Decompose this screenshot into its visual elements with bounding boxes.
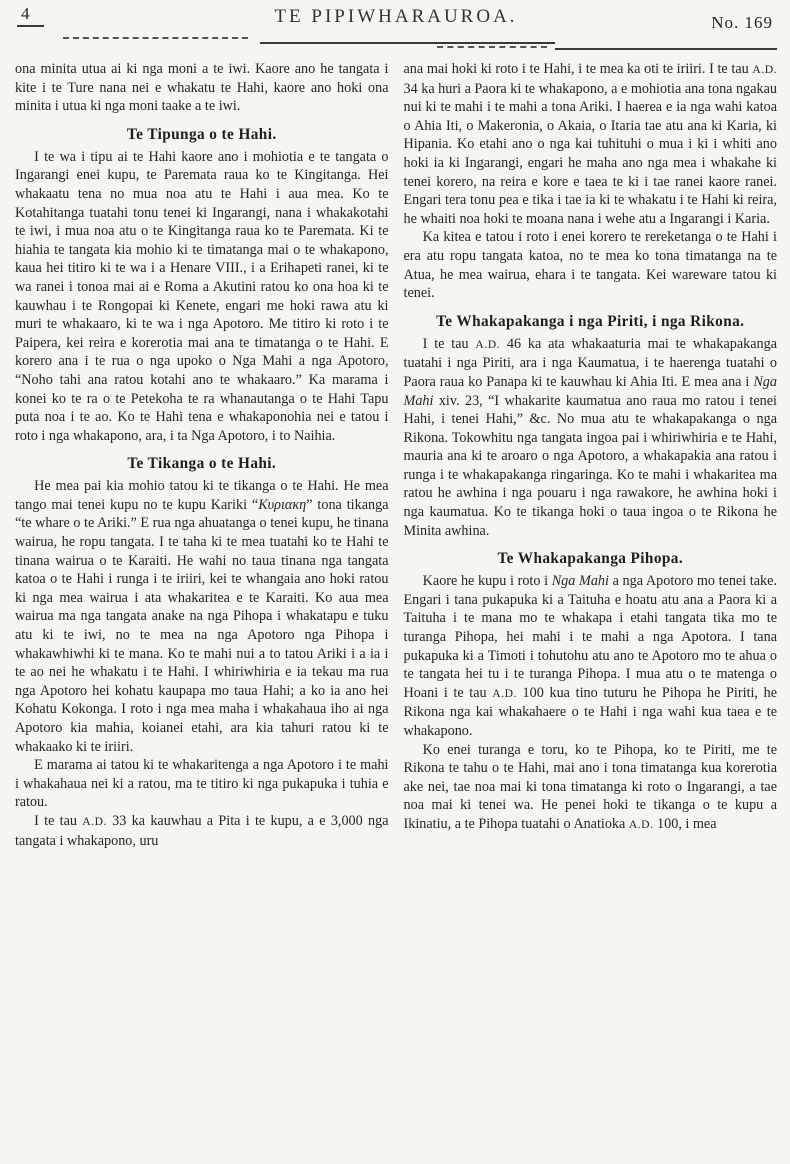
- body-text: I te tau: [34, 812, 83, 829]
- issue-number: No. 169: [711, 13, 773, 32]
- smallcaps-text: A.D.: [475, 337, 501, 351]
- paragraph: [15, 756, 389, 812]
- body-text: ana mai hoki ki roto i te Hahi, i te mea ka oti te iriiri. I te tau: [403, 61, 753, 77]
- italic-text: Nga Mahi: [403, 373, 777, 409]
- paragraph: [404, 741, 778, 835]
- body-text: ona minita utua ai ki nga moni a te iwi. Kaore ano he tangata i kite i te Ture nana nei e whakatu te Hahi, kaore ano hoki ona minita i utua ki nga moni taake a te iwi.: [15, 61, 389, 115]
- paragraph: [15, 60, 389, 116]
- paragraph: [15, 477, 389, 756]
- body-text: 100, i mea: [653, 815, 717, 832]
- body-text: Kaore he kupu i roto i: [422, 573, 552, 590]
- smallcaps-text: A.D.: [492, 686, 517, 700]
- body-text: xiv. 23, “I whakarite kaumatua ano raua mo ratou i tenei Hahi, i tenei Hahi,” &c. No mua atu te whakapakanga o nga Rikona. Tokowhitu nga tangata ingoa pai i whiriwhiria e te Hahi, mauria ana ki te aroaro o nga Apotoro, a whakapakia ana ratou i runga i te whakapakanga ringaringa. Ko te mahi i whakaritea ma ratou he awhina i nga pouaru i nga rawakore, he awhina hoki i nga kaumatua. Ko te tikanga hoki o taua ingoa o te Rikona he Minita awhina.: [403, 392, 777, 539]
- body-text: He mea pai kia mohio tatou ki te tikanga o te Hahi. He mea tango mai tenei kupu no te kupu Kariki “: [15, 478, 389, 513]
- page-number: 4: [17, 4, 44, 27]
- body-text: 46 ka ata whakaaturia mai te whakapakanga tuatahi i nga Piriti, ara i nga Kaumatua, i te haerenga tuatahi o Paora raua ko Panapa ki te kauwhau ki Ahia Iti. E mea ana i: [403, 335, 778, 390]
- section-heading: Te Whakapakanga i nga Piriti, i nga Rikona.: [436, 312, 745, 330]
- masthead-rule: [260, 42, 555, 44]
- section-heading: Te Tikanga o te Hahi.: [127, 455, 277, 473]
- body-text: 34 ka huri a Paora ki te whakapono, a e mohiotia ana tona ngakau nui ki te mahi i te mahi a tona Ariki. I haerea e ia nga wahi katoa o Ahia Iti, o Makeronia, o Akaia, o Itaria tae atu ana ki Karia, ki Hipania. Ko etahi ano o nga kai tuhituhi o mua i ki i whiti ano hoki ia ki Ingarangi, engari he maha ano nga mea i whakahe ki tenei korero, na reira e kore e taea te ki i tae ranei kaore ranei. Engari tera tonu pea e tika i tae ia ki te whakatu i te Hahi ki reira, he whaiti noa hoki te moana nana i wehe atu a Ingarangi i Karia.: [403, 80, 777, 227]
- paragraph: [404, 335, 778, 541]
- body-text: a nga Apotoro mo tenei take. Engari i tana pukapuka ki a Taituha e hoatu atu ana a Paora ki a Taituha i te mana mo te whakapa i etahi tangata tika mo te turanga Pihopa, hei mahi i te mahi a nga Apotora. I tana pukapuka ki a Timoti i tohutohu atu ano te Apotoro mo te ahua o te tangata hei tu i te turanga Pihopa. I mua atu o te matenga o Hoani i te tau: [403, 573, 777, 701]
- body-text: E marama ai tatou ki te whakaritenga a nga Apotoro i te mahi i whakahaua nei ki a ratou, ma te titiro ki nga pukapuka i tuhia e ratou.: [15, 757, 389, 811]
- header-rule-left: [63, 37, 248, 39]
- smallcaps-text: A.D.: [752, 63, 777, 76]
- body-text: I te wa i tipu ai te Hahi kaore ano i mohiotia e te tangata o Ingarangi enei kupu, te Paremata raua ko te Kingitanga. Hei whakaatu tena no mua noa atu te Hahi i aua mea. Ko te Kotahitanga tuatahi tonu tenei ki Ingarangi, nana i whakakotahi te iwi, i mua noa atu o te Kingitanga raua ko te Paremata. Ki te hiahia te tangata kia mohio ki te timatanga mai o te whakapono, kaua hei titiro ki te wa i a Henare VIII., i a Erihapeti ranei, ki te wa ranei i tonoa mai ai e Roma a Akutini ratou ko ona hoa ki te kauwhau i te Rongopai ki Kenete, engari me hoki rawa atu ki muri te whakaaro, ki te wa i nga Apotoro. Me titiro ki roto i te Paipera, kei reira e korerotia mai ana te timatanga o te Hahi. E korero ana i te rua o nga upoko o Nga Mahi a nga Apotoro, “Noho tahi ana ratou kotahi ano te whakaaro.” Ka marama i konei ko te ra o te Petekoha te ra whanautanga o te Hahi Tapu puta noa i te ao. Ko te Hahi tena e whakaponohia nei e tatou i roto i nga whakapono, ara, i ta Nga Apotoro, i to Naihia.: [15, 148, 389, 444]
- page-header: [15, 4, 777, 56]
- body-text: ” tona tikanga “te whare o te Ariki.” E rua nga ahuatanga o tenei kupu, he tinana wairua, he ropu tangata. I te taha ki te mea tuatahi ko te Hahi te tinana wairua o te Karaiti. He wahi no taua tinana nga tangata katoa o te Hahi i runga i te iriiri, kei te whangaia ano hoki ratou ki nga mea wairua i ata whakaritea e te Karaiti. Ko aua mea wairua ma nga tangata anake na nga Pihopa i whakatapu e tuku atu ki te iwi, no te mea na nga Apotoro nga Pihopa i whakawhiwhi ki te mana. Ko te mahi nui a to tatou Ariki i a ia i te ao nei he whakatu i te Hahi. I whiriwhiria e ia tekau ma rua nga Apotoro hei kohatu kaupapa mo taua Hahi; a ko ia ano hei Kohatu Kokonga. I roto i nga mea maha i whakahaua iho ai nga Apotoro kia mahia, koianei etahi, ara kia tahuri ratou ki te whakaako ki te iriiri.: [15, 496, 389, 755]
- paragraph: [404, 572, 778, 740]
- smallcaps-text: A.D.: [628, 817, 654, 831]
- paragraph: [404, 228, 778, 302]
- masthead-title: TE PIPIWHARAUROA.: [274, 6, 518, 27]
- section-heading: Te Tipunga o te Hahi.: [126, 125, 277, 143]
- column-right: [404, 60, 778, 850]
- italic-text: Κυριακη: [258, 496, 307, 513]
- header-rule-right: [555, 48, 777, 50]
- body-text: 100 kua tino tuturu he Pihopa he Piriti, he Rikona nga kai whakahaere o te Hahi i nga wahi kua taea e te whakapono.: [403, 684, 777, 739]
- smallcaps-text: A.D.: [82, 814, 107, 828]
- body-text: 33 ka kauwhau a Pita i te kupu, a e 3,000 nga tangata i whakapono, uru: [15, 812, 389, 849]
- italic-text: Nga Mahi: [551, 573, 609, 590]
- section-heading: Te Whakapakanga Pihopa.: [497, 550, 684, 568]
- body-text: Ka kitea e tatou i roto i enei korero te rereketanga o te Hahi i era atu ropu tangata katoa, no te mea ko tona timatanga na te Atua, he mea wairua, ehara i te tangata. Kei wareware tatou ki tenei.: [403, 229, 777, 302]
- paragraph: [15, 812, 389, 850]
- body-text: Ko enei turanga e toru, ko te Pihopa, ko te Piriti, me te Rikona te tahu o te Hahi, mai ano i tona timatanga kua korerotia ake nei, tae noa mai ki tona timatanga ki roto o Ingarangi, a tae noa mai ki tenei wa. He penei hoki te tikanga o te kupu a Ikinatiu, a te Pihopa tuatahi o Anatioka: [403, 741, 777, 832]
- paragraph: [404, 60, 778, 228]
- header-rule-right-dash: [437, 46, 547, 48]
- column-left: [15, 60, 389, 850]
- body-text: I te tau: [422, 335, 476, 352]
- article-columns: [15, 60, 777, 850]
- paragraph: [15, 148, 389, 446]
